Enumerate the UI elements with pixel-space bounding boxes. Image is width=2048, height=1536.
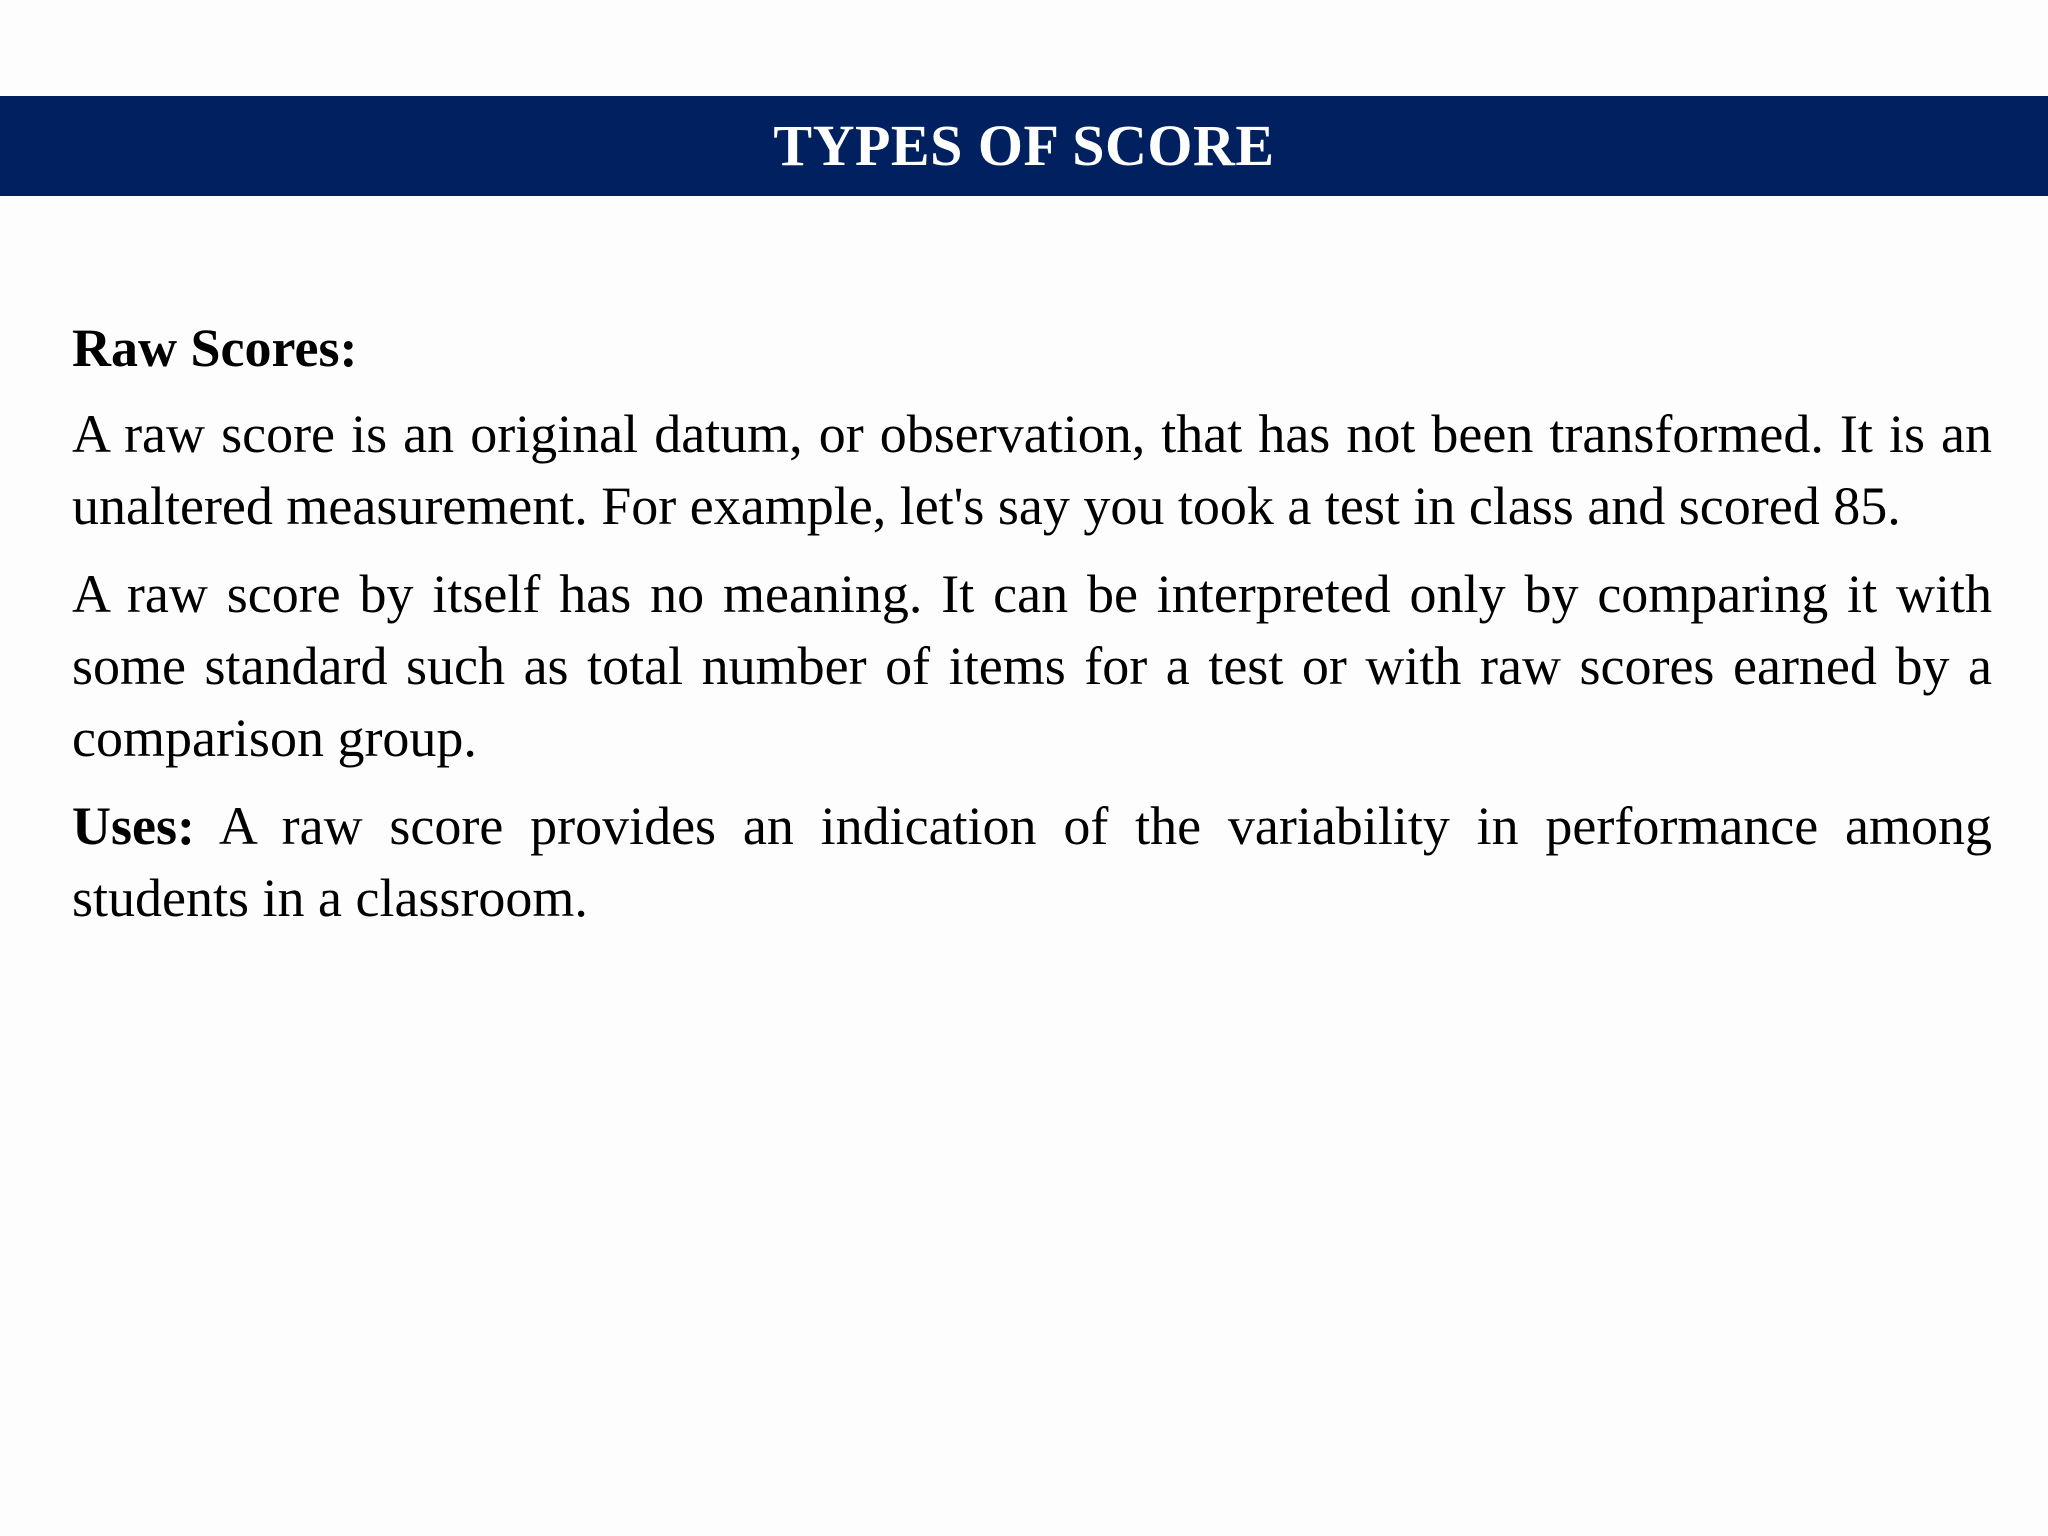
uses-label: Uses: <box>72 796 195 856</box>
title-bar <box>0 96 2048 196</box>
paragraph-uses <box>72 790 1992 934</box>
uses-text: A raw score provides an indication of the variability in performance among students in a classroom. <box>72 796 1992 928</box>
slide-title: TYPES OF SCORE <box>773 113 1275 178</box>
slide-content <box>72 312 1992 950</box>
paragraph-definition: A raw score is an original datum, or observation, that has not been transformed. It is an unaltered measurement. For example, let's say you took a test in class and scored 85. <box>72 404 1992 536</box>
paragraph-interpretation: A raw score by itself has no meaning. It can be interpreted only by comparing it with some standard such as total number of items for a test or with raw scores earned by a comparison group. <box>72 564 1992 768</box>
section-heading: Raw Scores: <box>72 318 358 378</box>
